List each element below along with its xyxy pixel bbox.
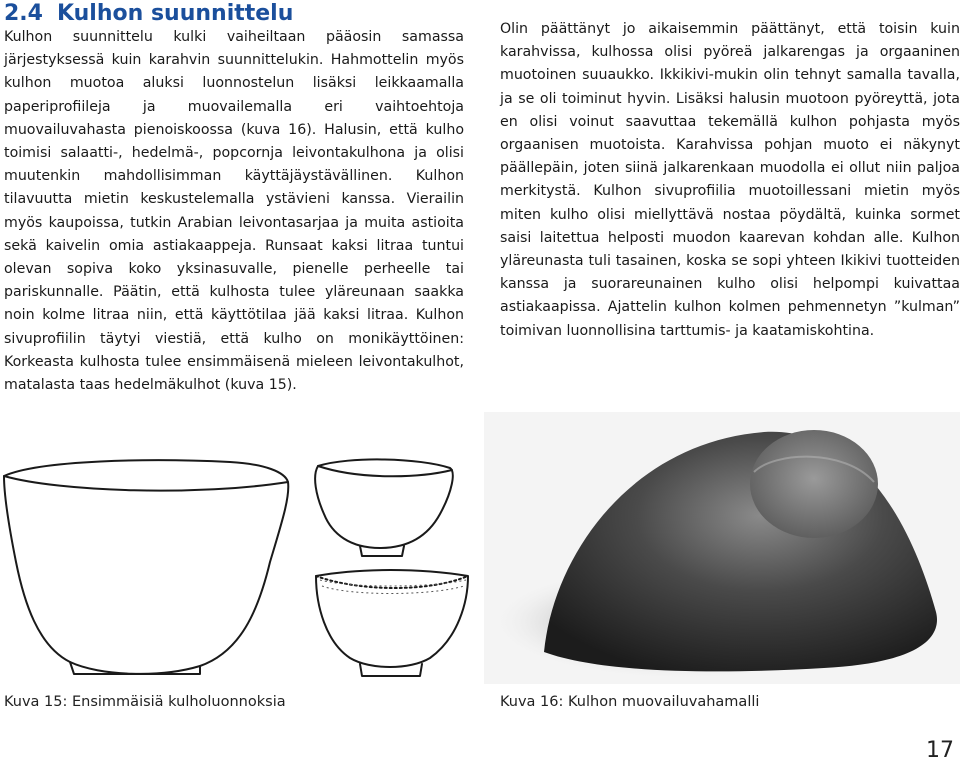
clay-bowl-foot xyxy=(750,430,878,538)
small-bowl-sketch xyxy=(315,459,453,548)
caption-figure-15: Kuva 15: Ensimmäisiä kulholuonnoksia xyxy=(4,694,286,710)
right-paragraph: Olin päättänyt jo aikaisemmin päättänyt, että toisin kuin karahvissa, kulhossa olisi pyöreä jalkarengas ja orgaaninen muotoinen suuaukko. Ikkikivi-mukin olin tehnyt samalla tavalla, ja se oli toiminut hyvin. Lisäksi halusin muotoon pyöreyttä, jota en olisi voinut saavuttaa tekemällä kulhon pohjasta myös orgaanisen muotoista. Karahvissa pohjan muoto ei näkynyt päällepäin, joten siinä jalkarenkaan muodolla ei ollut niin paljoa merkitystä. Kulhon sivuprofiilia muotoillessani mietin myös miten kulho olisi miellyttävä nostaa pöydältä, kuinka sormet saisi laitettua helposti muodon kaarevan kohdan alle. Kulhon yläreunasta tuli tasainen, koska se sopi yhteen Ikikivi tuotteiden kanssa ja suorareunainen kulho olisi helpompi kuivattaa astiakaapissa. Ajattelin kulhon kolmen pehmennetyn ”kulman” toimivan luonnollisina tarttumis- ja kaatamiskohtina. xyxy=(500,21,960,339)
right-column xyxy=(500,18,960,343)
large-bowl-sketch xyxy=(4,460,288,674)
shallow-bowl-sketch xyxy=(316,570,468,667)
left-column xyxy=(4,0,464,397)
bowl-sketches-figure xyxy=(0,452,470,680)
page-number: 17 xyxy=(926,738,954,763)
clay-model-photo xyxy=(484,412,960,684)
caption-figure-16: Kuva 16: Kulhon muovailuvahamalli xyxy=(500,694,760,710)
left-paragraph: Kulhon suunnittelu kulki vaiheiltaan pääosin samassa järjestyksessä kuin karahvin suunnittelukin. Hahmottelin myös kulhon muotoa aluksi luonnostelun lisäksi leikkaamalla paperiprofiileja ja muovailemalla eri vaihtoehtoja muovailuvahasta pienoiskoossa (kuva 16). Halusin, että kulho toimisi salaatti-, hedelmä-, popcornja leivontakulhona ja olisi muutenkin mahdollisimman käyttäjäystävällinen. Kulhon tilavuutta mietin keskustelemalla ystävieni kanssa. Vierailin myös kaupoissa, tutkin Arabian leivontasarjaa ja muita astioita sekä kaivelin omia astiakaappeja. Runsaat kaksi litraa tuntui olevan sopiva koko yksinasuvalle, pienelle perheelle tai pariskunnalle. Päätin, että kulhosta tulee yläreunaan saakka noin kolme litraa niin, että käyttötilaa jää kaksi litraa. Kulhon sivuprofiilin täytyi viestiä, että kulho on monikäyttöinen: Korkeasta kulhosta tulee ensimmäisenä mieleen leivontakulhot, matalasta taas hedelmäkulhot (kuva 15). xyxy=(4,29,464,394)
section-number: 2.4 xyxy=(4,1,43,26)
section-heading xyxy=(4,0,464,28)
section-title: Kulhon suunnittelu xyxy=(56,1,294,26)
